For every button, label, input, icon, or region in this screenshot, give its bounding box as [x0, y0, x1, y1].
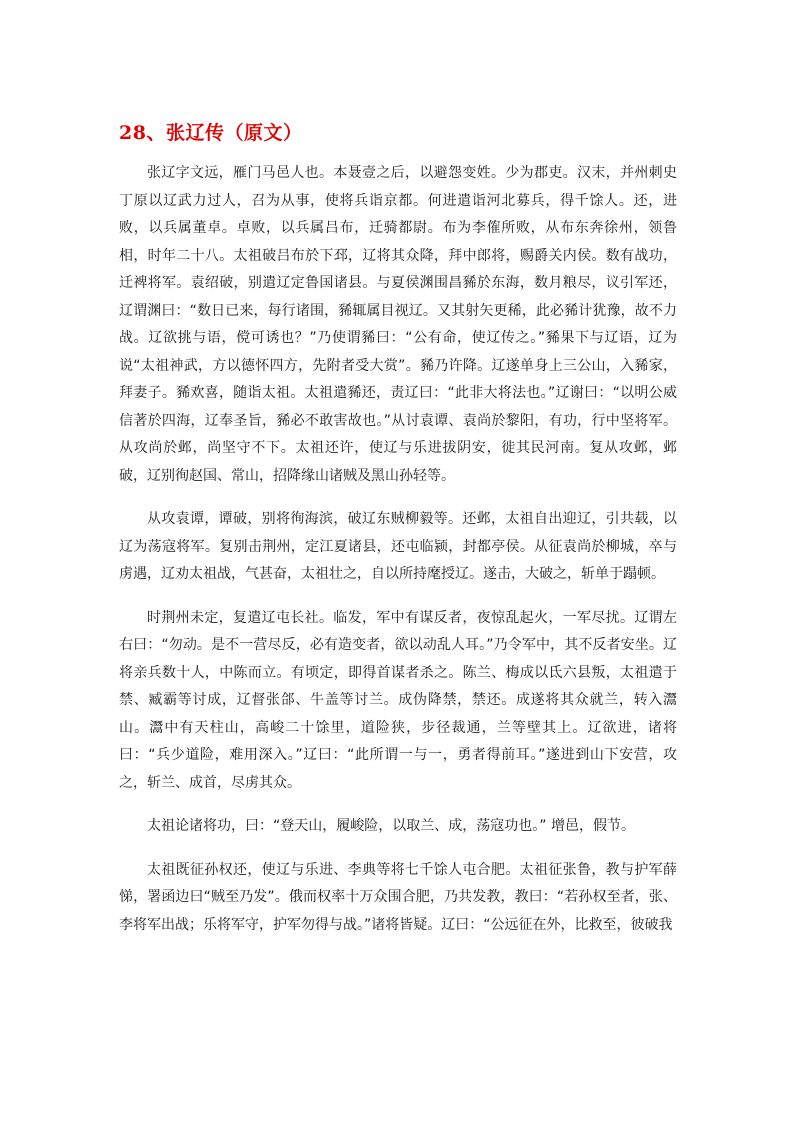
paragraph-1: 张辽字文远，雁门马邑人也。本聂壹之后，以避怨变姓。少为郡吏。汉末，并州刺史丁原以辽武力过人，召为从事，使将兵诣京都。何进遣诣河北募兵，得千馀人。还，进败，以兵属董卓。卓败，以兵属吕布，迁骑都尉。布为李傕所败，从布东奔徐州，领鲁相，时年二十八。太祖破吕布於下邳，辽将其众降，拜中郎将，赐爵关内侯。数有战功，迁裨将军。袁绍破，别遣辽定鲁国诸县。与夏侯渊围昌豨於东海，数月粮尽，议引军还，辽谓渊曰：“数日已来，每行诸围，豨辄属目视辽。又其射矢更稀，此必豨计犹豫，故不力战。辽欲挑与语，傥可诱也？”乃使谓豨曰：“公有命，使辽传之。”豨果下与辽语，辽为说“太祖神武，方以德怀四方，先附者受大赏”。豨乃许降。辽遂单身上三公山，入豨家，拜妻子。豨欢喜，随诣太祖。太祖遣豨还，责辽曰：“此非大将法也。”辽谢曰：“以明公威信著於四海，辽奉圣旨，豨必不敢害故也。”从讨袁谭、袁尚於黎阳，有功，行中坚将军。从攻尚於邺，尚坚守不下。太祖还许，使辽与乐进拔阴安，徙其民河南。复从攻邺，邺破，辽别徇赵国、常山，招降缘山诸贼及黑山孙轻等。: [119, 165, 677, 484]
paragraph-3: 时荆州未定，复遣辽屯长社。临发，军中有谋反者，夜惊乱起火，一军尽扰。辽谓左右曰：“勿动。是不一营尽反，必有造变者，欲以动乱人耳。”乃令军中，其不反者安坐。辽将亲兵数十人，中陈而立。有顷定，即得首谋者杀之。陈兰、梅成以氐六县叛，太祖遣于禁、臧霸等讨成，辽督张郃、牛盖等讨兰。成伪降禁，禁还。成遂将其众就兰，转入灊山。灊中有天柱山，高峻二十馀里，道险狭，步径裁通，兰等壁其上。辽欲进，诸将曰：“兵少道险，难用深入。”辽曰：“此所谓一与一，勇者得前耳。”遂进到山下安营，攻之，斩兰、成首，尽虏其众。: [119, 609, 677, 791]
paragraph-4: 太祖论诸将功，曰：“登天山，履峻险，以取兰、成，荡寇功也。” 增邑，假节。: [147, 818, 635, 834]
document-body: [119, 160, 677, 955]
paragraph-2: 从攻袁谭，谭破，别将徇海滨，破辽东贼柳毅等。还邺，太祖自出迎辽，引共载，以辽为荡寇将军。复别击荆州，定江夏诸县，还屯临颍，封都亭侯。从征袁尚於柳城，卒与虏遇，辽劝太祖战，气甚奋，太祖壮之，自以所持麾授辽。遂击，大破之，斩单于蹋顿。: [119, 511, 677, 582]
document-title: 28、张辽传（原文）: [119, 122, 303, 144]
paragraph-5: 太祖既征孙权还，使辽与乐进、李典等将七千馀人屯合肥。太祖征张鲁，教与护军薛悌，署函边曰“贼至乃发”。俄而权率十万众围合肥，乃共发教，教曰：“若孙权至者，张、李将军出战；乐将军守，护军勿得与战。”诸将皆疑。辽曰：“公远征在外，比救至，彼破我: [119, 861, 677, 933]
